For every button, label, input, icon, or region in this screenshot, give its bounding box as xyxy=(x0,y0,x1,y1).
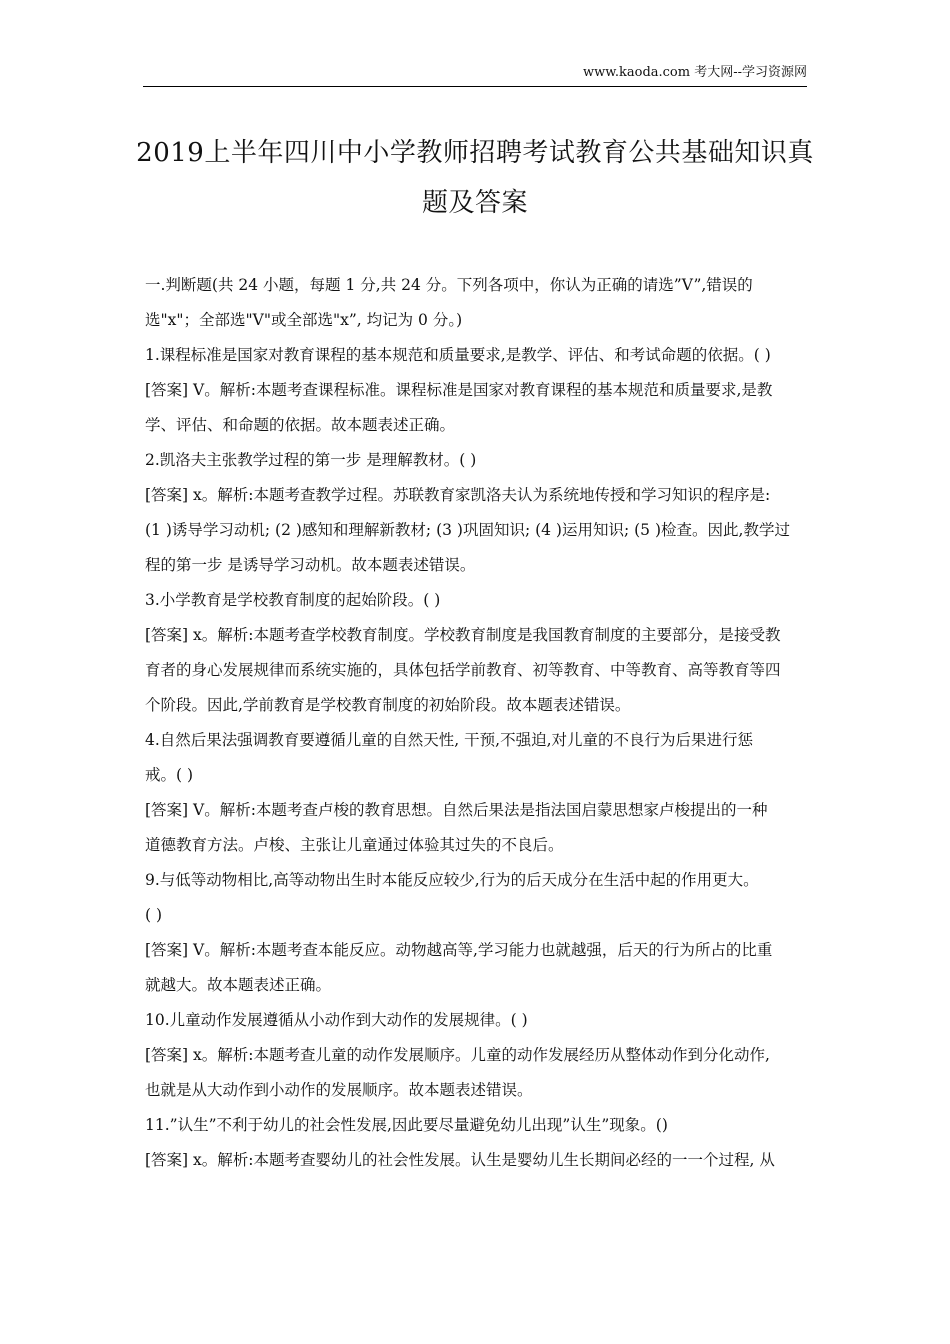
paragraph xyxy=(145,1108,809,1143)
text-line: 选"x"；全部选"V"或全部选"x”, 均记为 0 分。) xyxy=(145,311,463,329)
page-header xyxy=(143,64,807,87)
paragraph xyxy=(145,793,809,863)
paragraph xyxy=(145,338,809,373)
text-line: [答案] x。解析:本题考查儿童的动作发展顺序。儿童的动作发展经历从整体动作到分化动作, xyxy=(145,1046,770,1064)
text-line: ( ) xyxy=(145,906,163,924)
text-line: [答案] V。解析:本题考查本能反应。动物越高等,学习能力也就越强，后天的行为所占的比重 xyxy=(145,941,773,959)
paragraph xyxy=(145,268,809,338)
paragraph xyxy=(145,1143,809,1178)
text-line: (1 )诱导学习动机; (2 )感知和理解新教材; (3 )巩固知识; (4 )运用知识; (5 )检查。因此,教学过 xyxy=(145,521,790,539)
text-line: 程的第一步 是诱导学习动机。故本题表述错误。 xyxy=(145,556,476,574)
text-line: 11.”认生”不利于幼儿的社会性发展,因此要尽量避免幼儿出现”认生”现象。() xyxy=(145,1116,668,1134)
text-line: 2.凯洛夫主张教学过程的第一步 是理解教材。( ) xyxy=(145,451,477,469)
text-line: 1.课程标准是国家对教育课程的基本规范和质量要求,是教学、评估、和考试命题的依据。( ) xyxy=(145,346,771,364)
text-line: [答案] x。解析:本题考查婴幼儿的社会性发展。认生是婴幼儿生长期间必经的一一个过程, 从 xyxy=(145,1151,775,1169)
text-line: [答案] x。解析:本题考查教学过程。苏联教育家凯洛夫认为系统地传授和学习知识的程序是: xyxy=(145,486,771,504)
paragraph xyxy=(145,478,809,583)
text-line: 学、评估、和命题的依据。故本题表述正确。 xyxy=(145,416,456,434)
paragraph xyxy=(145,1038,809,1108)
text-line: 也就是从大动作到小动作的发展顺序。故本题表述错误。 xyxy=(145,1081,533,1099)
paragraph xyxy=(145,618,809,723)
text-line: 戒。( ) xyxy=(145,766,194,784)
text-line: [答案] V。解析:本题考查卢梭的教育思想。自然后果法是指法国启蒙思想家卢梭提出的一种 xyxy=(145,801,768,819)
paragraph xyxy=(145,863,809,933)
paragraph xyxy=(145,1003,809,1038)
paragraph xyxy=(145,583,809,618)
text-line: 育者的身心发展规律而系统实施的，具体包括学前教育、初等教育、中等教育、高等教育等四 xyxy=(145,661,781,679)
text-line: [答案] x。解析:本题考查学校教育制度。学校教育制度是我国教育制度的主要部分，是接受教 xyxy=(145,626,781,644)
text-line: 4.自然后果法强调教育要遵循儿童的自然天性, 干预,不强迫,对儿童的不良行为后果进行惩 xyxy=(145,731,753,749)
title-line-1: 2019上半年四川中小学教师招聘考试教育公共基础知识真 xyxy=(136,138,814,168)
document-title xyxy=(120,128,830,228)
text-line: 就越大。故本题表述正确。 xyxy=(145,976,332,994)
text-line: 个阶段。因此,学前教育是学校教育制度的初始阶段。故本题表述错误。 xyxy=(145,696,631,714)
document-body xyxy=(145,268,809,1178)
header-site-text: www.kaoda.com 考大网--学习资源网 xyxy=(583,65,807,80)
text-line: 一.判断题(共 24 小题，每题 1 分,共 24 分。下列各项中，你认为正确的请选”V”,错误的 xyxy=(145,276,753,294)
text-line: 3.小学教育是学校教育制度的起始阶段。( ) xyxy=(145,591,441,609)
text-line: 道德教育方法。卢梭、主张让儿童通过体验其过失的不良后。 xyxy=(145,836,564,854)
text-line: [答案] V。解析:本题考查课程标准。课程标准是国家对教育课程的基本规范和质量要求,是教 xyxy=(145,381,773,399)
text-line: 10.儿童动作发展遵循从小动作到大动作的发展规律。( ) xyxy=(145,1011,528,1029)
text-line: 9.与低等动物相比,高等动物出生时本能反应较少,行为的后天成分在生活中起的作用更大。 xyxy=(145,871,759,889)
paragraph xyxy=(145,443,809,478)
paragraph xyxy=(145,373,809,443)
title-line-2: 题及答案 xyxy=(421,188,528,218)
paragraph xyxy=(145,933,809,1003)
paragraph xyxy=(145,723,809,793)
